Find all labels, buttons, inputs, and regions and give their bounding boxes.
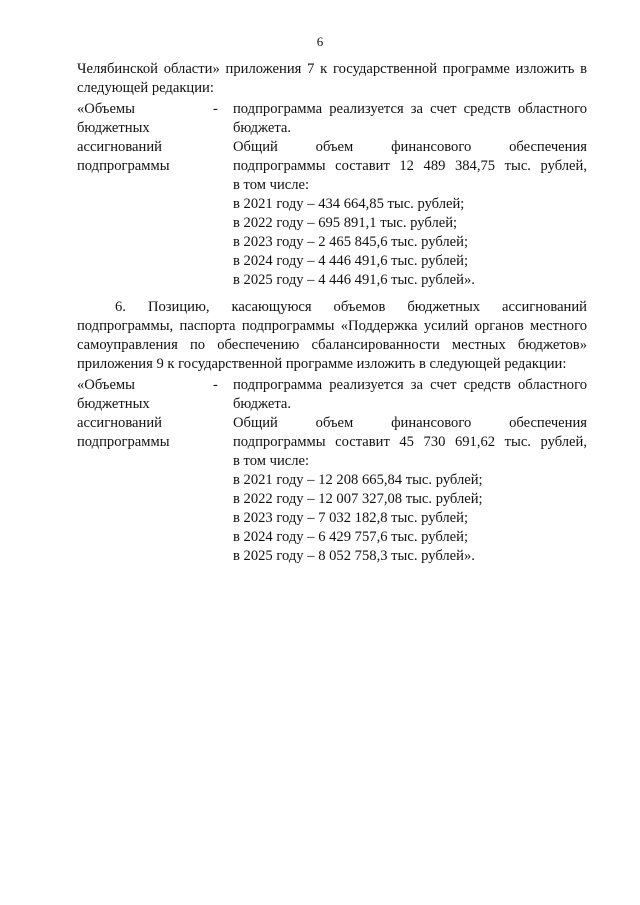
block2-year-2022: в 2022 году – 12 007 327,08 тыс. рублей; [233, 491, 483, 507]
budget-block-1 [77, 100, 587, 290]
block2-desc-line-2: бюджета. [233, 396, 292, 412]
para6-line-2: подпрограммы, паспорта подпрограммы «Поддержка усилий органов местного [77, 318, 587, 334]
block1-label-line-2: бюджетных [77, 120, 150, 136]
para6-line-3: самоуправления по обеспечению сбалансированности местных бюджетов» [77, 337, 587, 353]
block2-dash: - [213, 377, 218, 393]
block1-desc-line-2: бюджета. [233, 120, 292, 136]
block2-year-2024: в 2024 году – 6 429 757,6 тыс. рублей; [233, 529, 469, 545]
para6-line-4: приложения 9 к государственной программе изложить в следующей редакции: [77, 356, 567, 372]
block1-year-2024: в 2024 году – 4 446 491,6 тыс. рублей; [233, 253, 469, 269]
block2-label-line-2: бюджетных [77, 396, 150, 412]
block2-description [233, 376, 587, 566]
block1-description [233, 100, 587, 290]
block1-desc-line-5: в том числе: [233, 177, 310, 193]
block2-desc-line-4: подпрограммы составит 45 730 691,62 тыс. рублей, [233, 434, 587, 450]
block1-label-line-3: ассигнований [77, 139, 162, 155]
block1-label-line-1: «Объемы [77, 101, 135, 117]
intro-line-2: следующей редакции: [77, 80, 214, 96]
page-number: 6 [316, 34, 324, 49]
block1-year-2023: в 2023 году – 2 465 845,6 тыс. рублей; [233, 234, 469, 250]
block2-year-2021: в 2021 году – 12 208 665,84 тыс. рублей; [233, 472, 483, 488]
block2-desc-line-1: подпрограмма реализуется за счет средств областного [233, 377, 587, 393]
block1-year-2022: в 2022 году – 695 891,1 тыс. рублей; [233, 215, 458, 231]
budget-block-2 [77, 376, 587, 566]
block1-year-2021: в 2021 году – 434 664,85 тыс. рублей; [233, 196, 465, 212]
block2-year-2023: в 2023 году – 7 032 182,8 тыс. рублей; [233, 510, 469, 526]
block1-dash: - [213, 101, 218, 117]
intro-line-1: Челябинской области» приложения 7 к государственной программе изложить в [77, 61, 587, 77]
block2-label-line-4: подпрограммы [77, 434, 170, 450]
document-body [77, 60, 587, 566]
block2-label-line-3: ассигнований [77, 415, 162, 431]
block2-desc-line-3: Общий объем финансового обеспечения [233, 415, 587, 431]
paragraph-6 [77, 298, 587, 374]
block1-label-line-4: подпрограммы [77, 158, 170, 174]
block2-year-2025: в 2025 году – 8 052 758,3 тыс. рублей». [233, 548, 475, 564]
intro-paragraph [77, 60, 587, 98]
block1-desc-line-4: подпрограммы составит 12 489 384,75 тыс. рублей, [233, 158, 587, 174]
para6-line-1: 6. Позицию, касающуюся объемов бюджетных ассигнований [115, 299, 587, 315]
block1-label [77, 100, 205, 290]
block2-label [77, 376, 205, 566]
block1-desc-line-1: подпрограмма реализуется за счет средств областного [233, 101, 587, 117]
block1-year-2025: в 2025 году – 4 446 491,6 тыс. рублей». [233, 272, 475, 288]
block1-desc-line-3: Общий объем финансового обеспечения [233, 139, 587, 155]
block2-label-line-1: «Объемы [77, 377, 135, 393]
block2-desc-line-5: в том числе: [233, 453, 310, 469]
